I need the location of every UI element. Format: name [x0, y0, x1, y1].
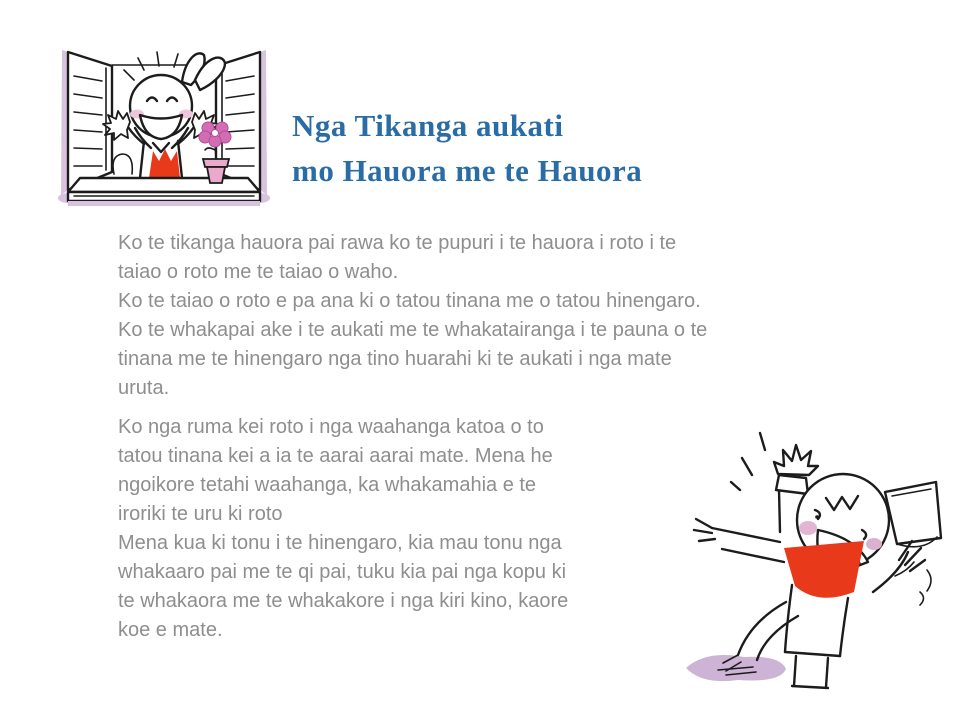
paragraph-1-line: tinana me te hinengaro nga tino huarahi ki te aukati i nga mate — [118, 348, 672, 370]
paragraph-1-line: taiao o roto me te taiao o waho. — [118, 261, 399, 283]
paragraph-2-line: te whakaora me te whakakore i nga kiri kino, kaore — [118, 590, 569, 612]
paragraph-2 — [118, 413, 698, 645]
window-child-icon — [52, 40, 276, 218]
paragraph-1-line: Ko te tikanga hauora pai rawa ko te pupuri i te hauora i roto i te — [118, 232, 677, 254]
page-title-line1: Nga Tikanga aukati — [292, 108, 564, 143]
window-child-illustration — [52, 40, 276, 218]
paragraph-2-line: iroriki te uru ki roto — [118, 503, 283, 525]
page-title — [292, 103, 642, 193]
paragraph-1-line: uruta. — [118, 377, 170, 399]
page-title-line2: mo Hauora me te Hauora — [292, 153, 643, 188]
sneezing-child-icon — [668, 420, 958, 710]
paragraph-2-line: whakaaro pai me te qi pai, tuku kia pai nga kopu ki — [118, 561, 567, 583]
paragraph-1-line: Ko te taiao o roto e pa ana ki o tatou tinana me o tatou hinengaro. — [118, 290, 701, 312]
paragraph-1 — [118, 229, 758, 403]
paragraph-2-line: koe e mate. — [118, 619, 223, 641]
sneezing-child-illustration — [668, 420, 958, 710]
paragraph-2-line: Ko nga ruma kei roto i nga waahanga katoa o to — [118, 416, 544, 438]
paragraph-2-line: ngoikore tetahi waahanga, ka whakamahia e te — [118, 474, 537, 496]
paragraph-1-line: Ko te whakapai ake i te aukati me te whakatairanga i te pauna o te — [118, 319, 708, 341]
paragraph-2-line: Mena kua ki tonu i te hinengaro, kia mau tonu nga — [118, 532, 562, 554]
paragraph-2-line: tatou tinana kei a ia te aarai aarai mate. Mena he — [118, 445, 553, 467]
